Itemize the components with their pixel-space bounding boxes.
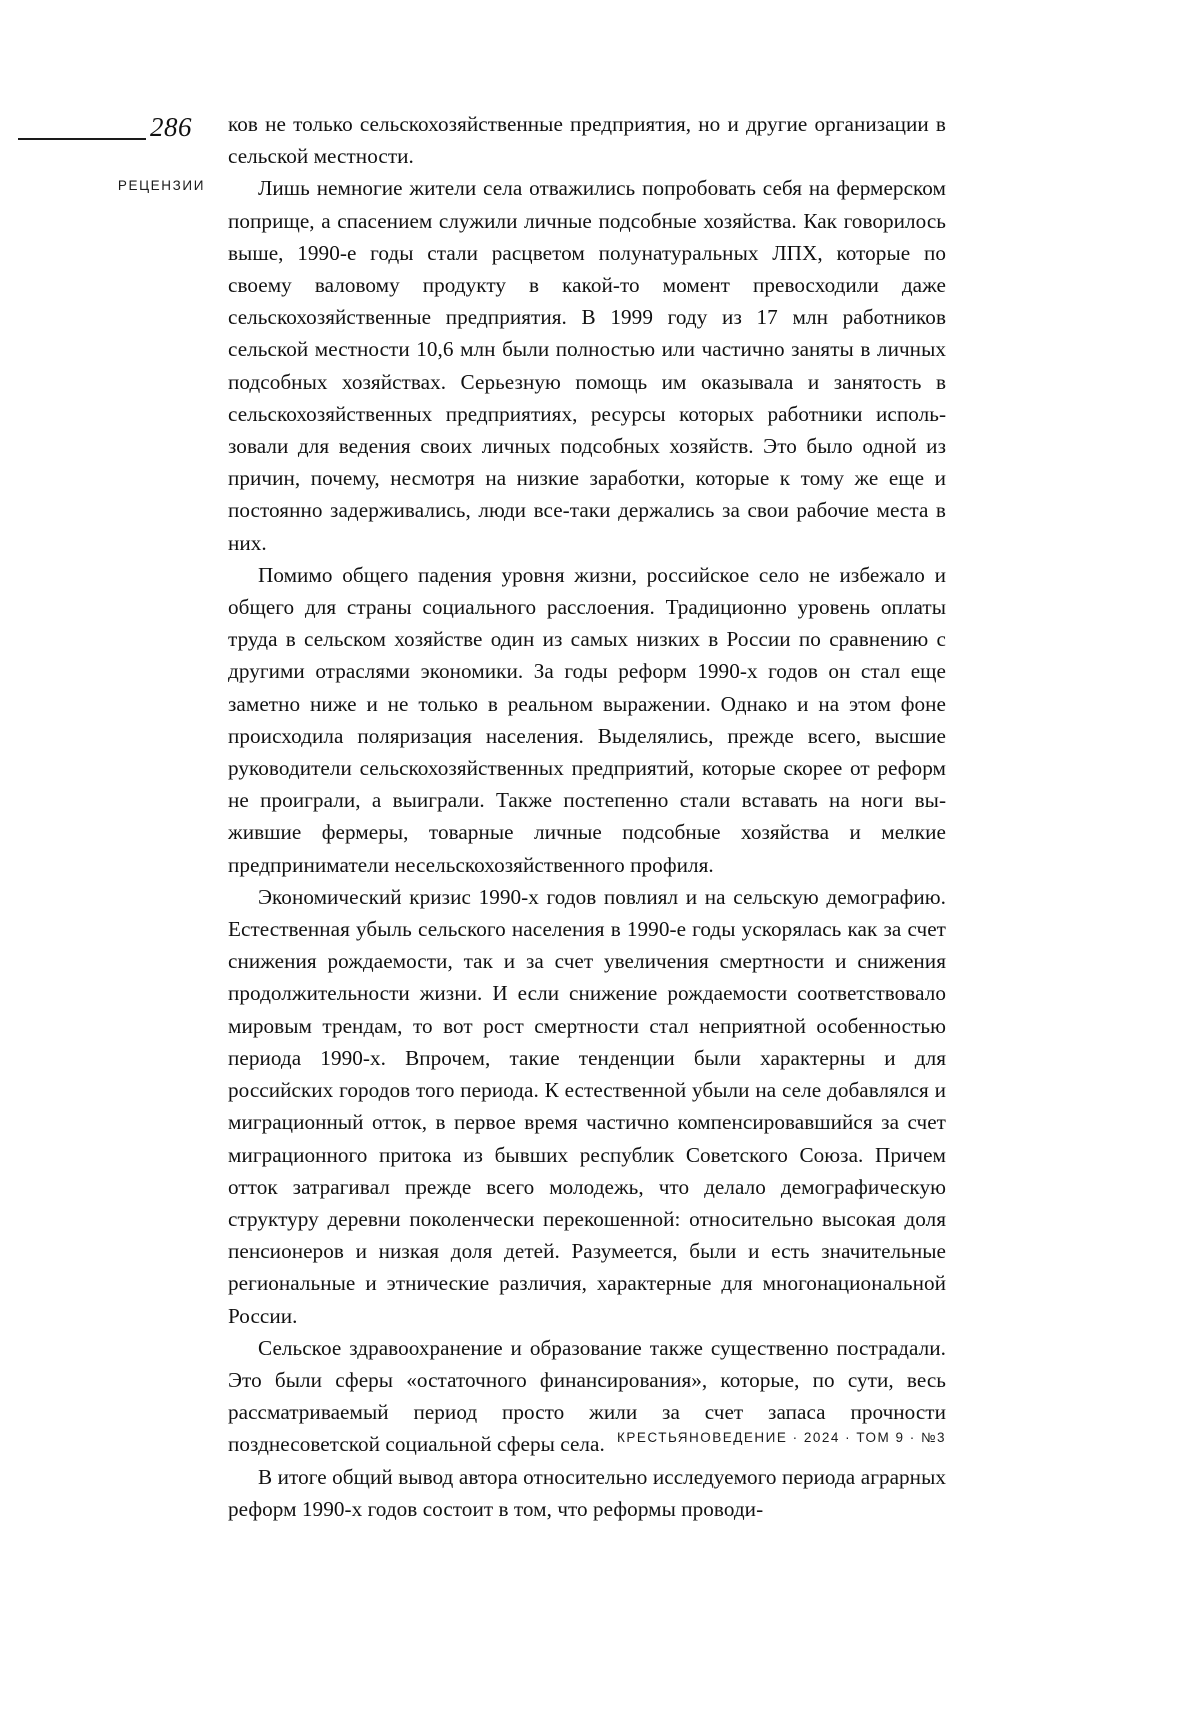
paragraph: Помимо общего падения уровня жизни, российское село не избежало и общего для страны социального расслоения. Традиционно уровень оплаты труда в сельском хозяйстве один из самых низких в России по сравнению с другими отраслями экономики. За годы реформ 1990‑х годов он стал еще заметно ниже и не только в реальном выражении. Однако и на этом фоне происходила поляризация населения. Выделялись, прежде всего, высшие руководители сельскохозяйственных предприятий, которые скорее от реформ не проиграли, а выиграли. Также постепенно стали вставать на ноги выжившие фермеры, товарные личные подсобные хозяйства и мелкие предприниматели несельскохозяйственного профиля. <box>228 562 946 877</box>
paragraph-continuation: ков не только сельскохозяйственные предприятия, но и другие организации в сельской местности. <box>228 112 946 169</box>
paragraph: Сельское здравоохранение и образование также существенно пострадали. Это были сферы «остаточного финансирования», которые, по сути, весь рассматриваемый период просто жили за счет запаса прочности позднесоветской социальной сферы села. <box>228 1335 946 1457</box>
page-number: 286 <box>150 112 192 142</box>
paragraph: Экономический кризис 1990‑х годов повлиял и на сельскую демографию. Естественная убыль сельского населения в 1990‑е годы ускорялась как за счет снижения рождаемости, так и за счет увеличения смертности и снижения продолжительности жизни. И если снижение рождаемости соответствовало мировым трендам, то вот рост смертности стал неприятной особенностью периода 1990‑х. Впрочем, такие тенденции были характерны и для российских городов того периода. К естественной убыли на селе добавлялся и миграционный отток, в первое время частично компенсировавшийся за счет миграционного притока из бывших республик Советского Союза. Причем отток затрагивал прежде всего молодежь, что делало демографическую структуру деревни поколенчески перекошенной: относительно высокая доля пенсионеров и низкая доля детей. Разумеется, были и есть значительные региональные и этнические различия, характерные для многонациональной России. <box>228 884 946 1328</box>
margin-rule <box>18 138 146 140</box>
page-footer: КРЕСТЬЯНОВЕДЕНИЕ · 2024 · ТОМ 9 · №3 <box>617 1430 946 1445</box>
body-text-column <box>228 108 946 1525</box>
paragraph: Лишь немногие жители села отважились попробовать себя на фермерском поприще, а спасением служили личные подсобные хозяйства. Как говорилось выше, 1990‑е годы стали расцветом полунатуральных ЛПХ, которые по своему валовому продукту в какой‑то момент превосходили даже сельскохозяйственные предприятия. В 1999 году из 17 млн работников сельской местности 10,6 млн были полностью или частично заняты в личных подсобных хозяйствах. Серьезную помощь им оказывала и занятость в сельскохозяйственных предприятиях, ресурсы которых работники использовали для ведения своих личных подсобных хозяйств. Это было одной из причин, почему, несмотря на низкие заработки, которые к тому же еще и постоянно задерживались, люди все‑таки держались за свои рабочие места в них. <box>228 176 946 555</box>
page-margin-column <box>0 0 210 1710</box>
paragraph: В итоге общий вывод автора относительно исследуемого периода аграрных реформ 1990‑х годов состоит в том, что реформы проводи- <box>228 1464 946 1521</box>
running-head: РЕЦЕНЗИИ <box>117 178 205 193</box>
